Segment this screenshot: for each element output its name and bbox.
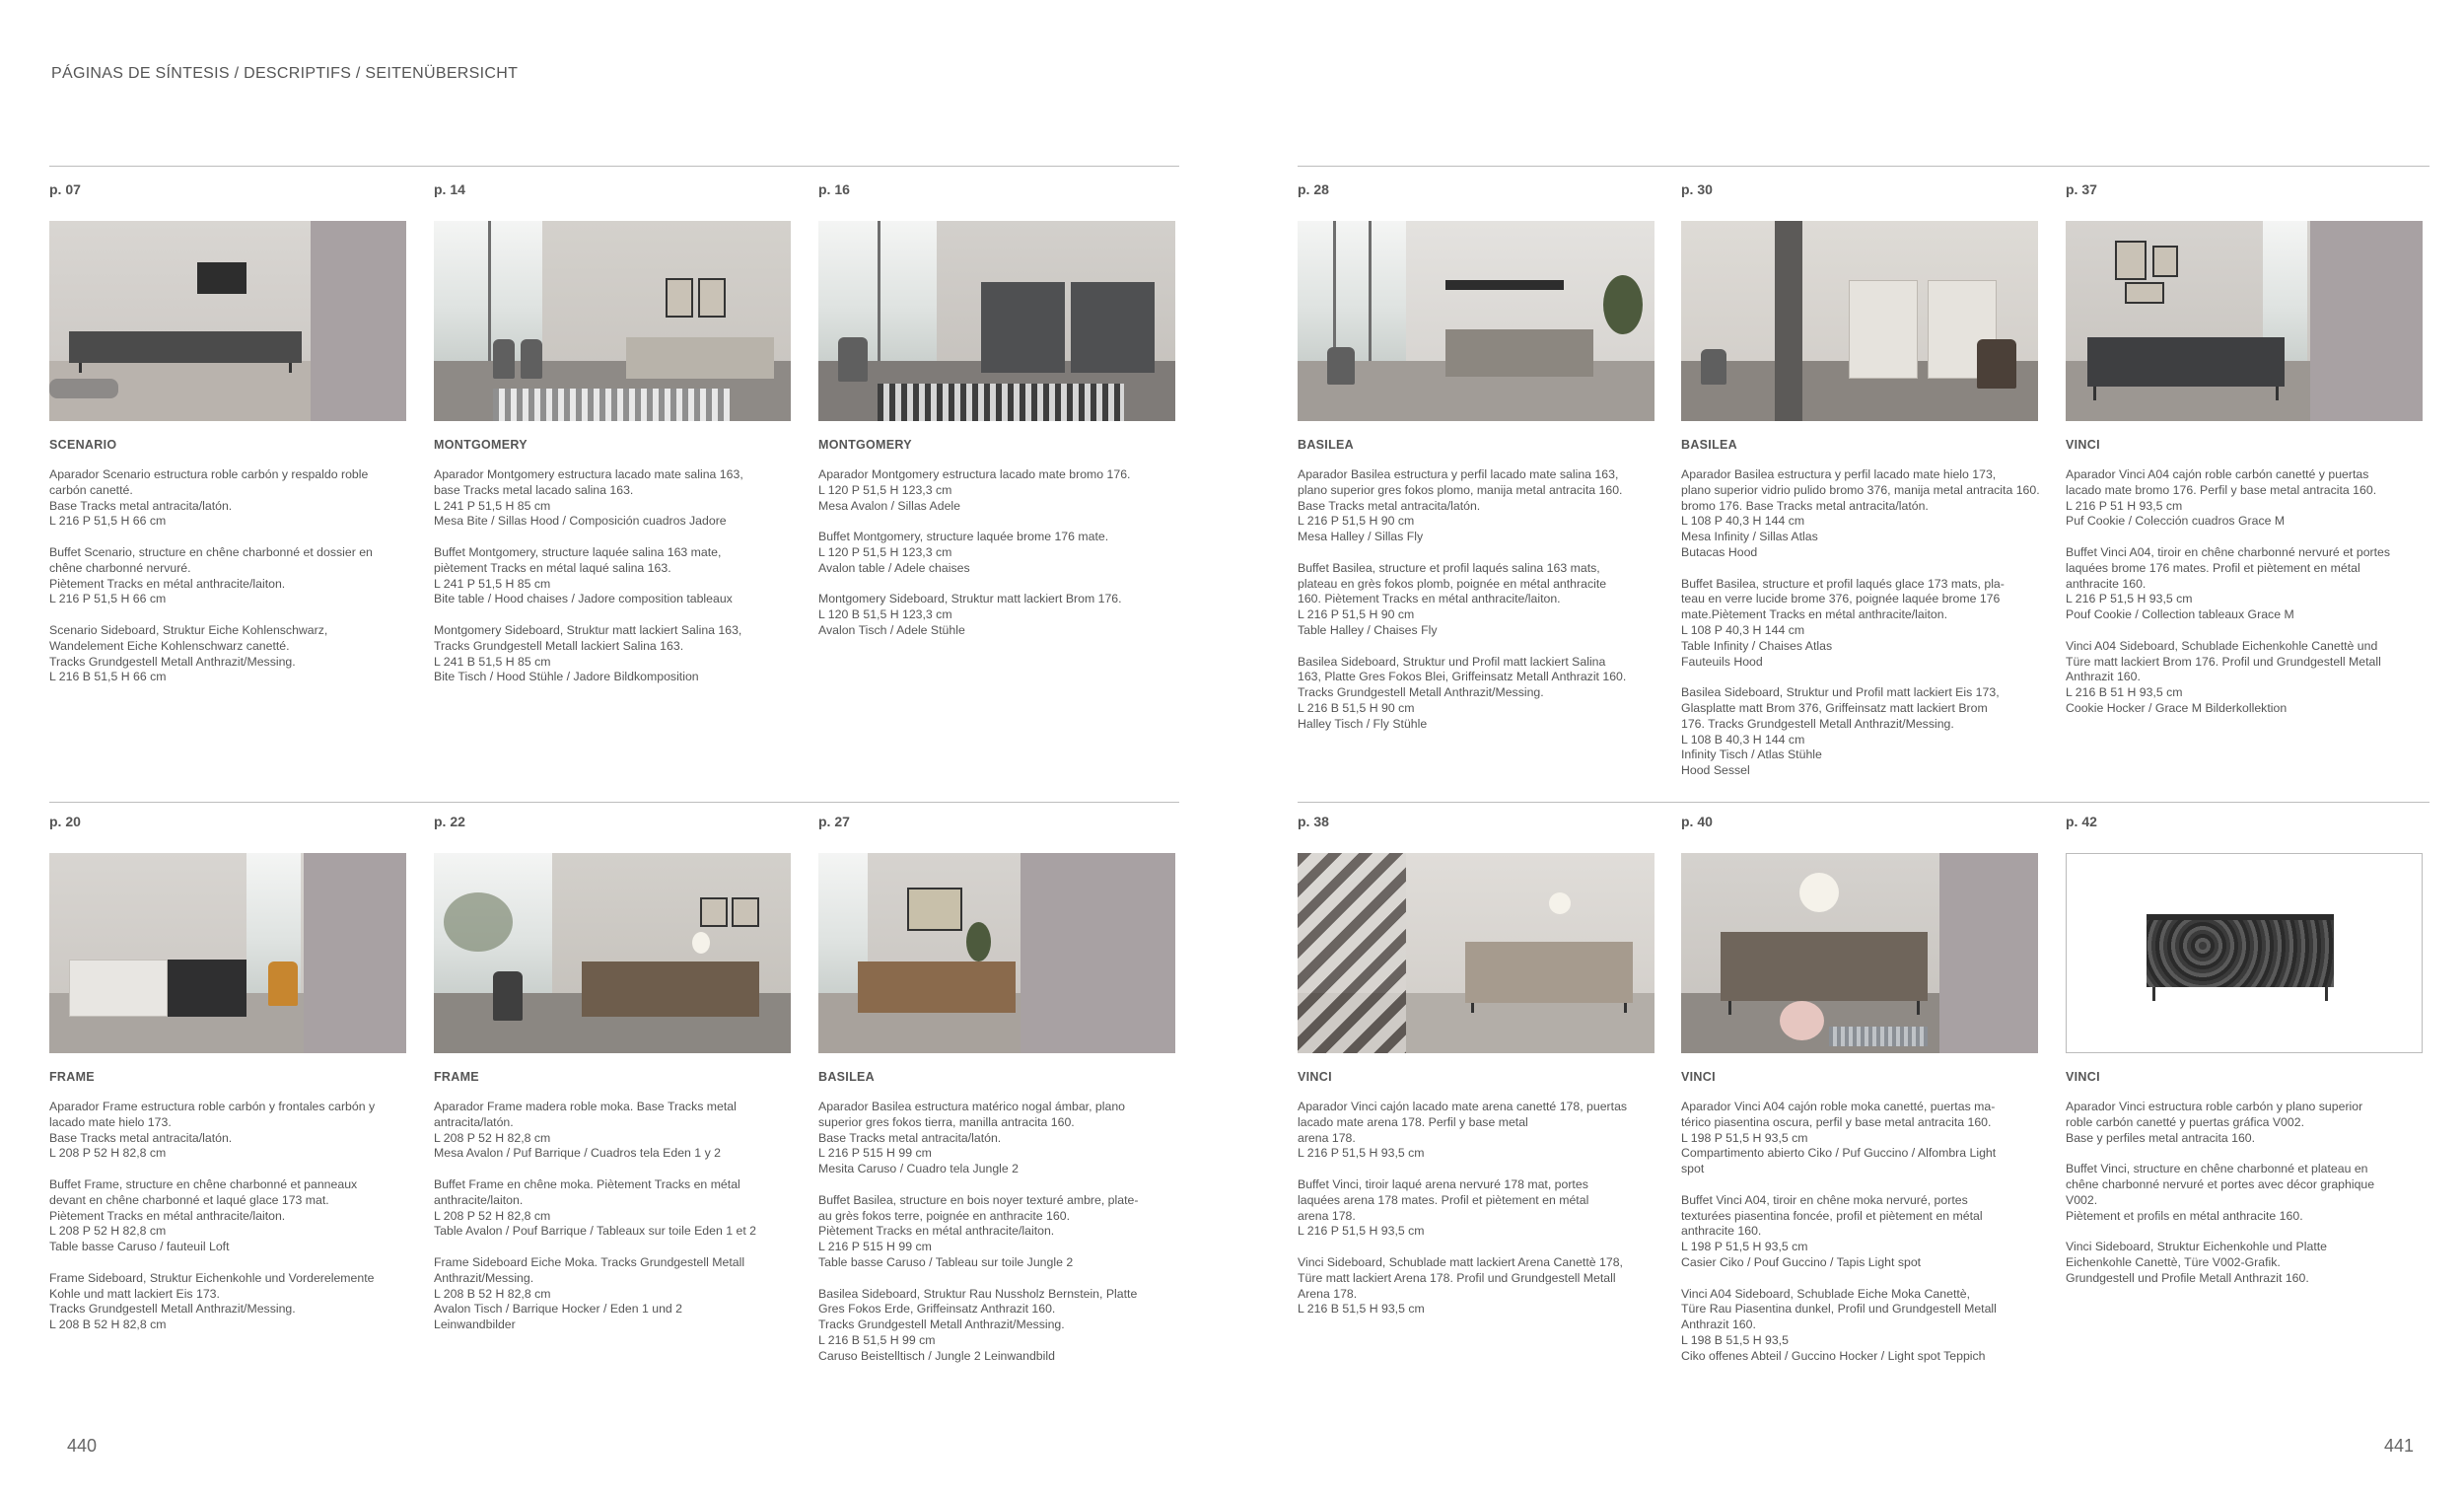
description-line: L 120 P 51,5 H 123,3 cm bbox=[818, 482, 952, 497]
description-line: Table basse Caruso / fauteuil Loft bbox=[49, 1240, 230, 1254]
description-paragraph bbox=[818, 467, 1183, 514]
divider-top-right bbox=[1298, 166, 2429, 167]
description-line: Aparador Vinci A04 cajón roble moka canetté, puertas ma- bbox=[1681, 1100, 1996, 1113]
description-line: devant en chêne charbonné et laqué glace 173 mat. bbox=[49, 1192, 329, 1207]
page-reference: p. 16 bbox=[818, 181, 850, 197]
description-line: Mesita Caruso / Cuadro tela Jungle 2 bbox=[818, 1162, 1020, 1176]
description-line: L 120 B 51,5 H 123,3 cm bbox=[818, 607, 952, 622]
description-paragraph bbox=[1298, 1177, 1662, 1240]
description-line: L 208 B 52 H 82,8 cm bbox=[49, 1317, 167, 1332]
description-line: Scenario Sideboard, Struktur Eiche Kohlenschwarz, bbox=[49, 622, 328, 637]
description-line: Glasplatte matt Brom 376, Griffeinsatz matt lackiert Brom bbox=[1681, 700, 1988, 715]
description-paragraph bbox=[2066, 639, 2430, 717]
model-name: VINCI bbox=[1298, 1070, 1332, 1084]
description-line: Türe Rau Piasentina dunkel, Profil und Grundgestell Metall bbox=[1681, 1302, 1997, 1317]
description-line: Pouf Cookie / Collection tableaux Grace M bbox=[2066, 607, 2294, 622]
description-line: antracita/latón. bbox=[434, 1114, 514, 1129]
description-paragraph bbox=[1298, 561, 1662, 639]
description-line: 163, Platte Gres Fokos Blei, Griffeinsatz Metall Anthrazit 160. bbox=[1298, 670, 1627, 684]
divider-top-left bbox=[49, 166, 1179, 167]
description-paragraph bbox=[1298, 1255, 1662, 1317]
description-line: Aparador Scenario estructura roble carbón y respaldo roble bbox=[49, 467, 369, 481]
description-line: arena 178. bbox=[1298, 1130, 1356, 1145]
product-description bbox=[49, 1100, 414, 1333]
model-name: FRAME bbox=[49, 1070, 95, 1084]
description-paragraph bbox=[2066, 1240, 2430, 1286]
description-line: L 108 P 40,3 H 144 cm bbox=[1681, 514, 1805, 529]
description-paragraph bbox=[434, 1255, 799, 1333]
description-line: Grundgestell und Profile Metall Anthrazit 160. bbox=[2066, 1270, 2309, 1285]
product-description bbox=[434, 467, 799, 685]
description-line: Base Tracks metal antracita/latón. bbox=[49, 1130, 233, 1145]
description-line: piètement Tracks en métal laqué salina 163. bbox=[434, 560, 671, 575]
description-line: Buffet Basilea, structure et profil laqués glace 173 mats, pla- bbox=[1681, 576, 2005, 591]
description-line: L 241 P 51,5 H 85 cm bbox=[434, 498, 551, 513]
description-line: Gres Fokos Erde, Griffeinsatz Anthrazit 160. bbox=[818, 1302, 1056, 1317]
description-line: anthracite 160. bbox=[2066, 576, 2147, 591]
divider-bottom-right bbox=[1298, 802, 2429, 803]
description-paragraph bbox=[1681, 467, 2046, 561]
description-line: chêne charbonné nervuré et portes avec décor graphique bbox=[2066, 1176, 2375, 1191]
model-name: VINCI bbox=[2066, 438, 2100, 452]
description-line: L 241 B 51,5 H 85 cm bbox=[434, 654, 551, 669]
description-line: L 208 B 52 H 82,8 cm bbox=[434, 1286, 551, 1301]
description-line: Montgomery Sideboard, Struktur matt lackiert Brom 176. bbox=[818, 592, 1122, 606]
description-line: lacado mate hielo 173. bbox=[49, 1114, 172, 1129]
description-paragraph bbox=[49, 623, 414, 685]
product-photo bbox=[818, 221, 1175, 421]
description-line: Puf Cookie / Colección cuadros Grace M bbox=[2066, 514, 2286, 529]
page-reference: p. 14 bbox=[434, 181, 465, 197]
description-paragraph bbox=[2066, 1100, 2430, 1146]
description-line: L 198 P 51,5 H 93,5 cm bbox=[1681, 1130, 1808, 1145]
page-reference: p. 20 bbox=[49, 814, 81, 829]
description-paragraph bbox=[1681, 1193, 2046, 1271]
description-line: Ciko offenes Abteil / Guccino Hocker / Light spot Teppich bbox=[1681, 1348, 1986, 1363]
page-reference: p. 28 bbox=[1298, 181, 1329, 197]
model-name: SCENARIO bbox=[49, 438, 117, 452]
model-name: FRAME bbox=[434, 1070, 479, 1084]
description-line: plano superior vidrio pulido bromo 376, manija metal antracita 160. bbox=[1681, 482, 2040, 497]
description-line: Frame Sideboard, Struktur Eichenkohle und Vorderelemente bbox=[49, 1270, 375, 1285]
description-line: plateau en grès fokos plomb, poignée en métal anthracite bbox=[1298, 576, 1607, 591]
description-line: Aparador Frame estructura roble carbón y frontales carbón y bbox=[49, 1100, 376, 1113]
description-line: L 216 P 51 H 93,5 cm bbox=[2066, 498, 2183, 513]
product-photo bbox=[2066, 221, 2423, 421]
description-line: Butacas Hood bbox=[1681, 544, 1758, 559]
description-line: Buffet Vinci, structure en chêne charbonné et plateau en bbox=[2066, 1162, 2368, 1176]
description-line: Table Infinity / Chaises Atlas bbox=[1681, 638, 1833, 653]
description-paragraph bbox=[49, 1271, 414, 1333]
product-description bbox=[818, 467, 1183, 639]
description-paragraph bbox=[818, 1100, 1183, 1177]
description-line: Table basse Caruso / Tableau sur toile Jungle 2 bbox=[818, 1254, 1074, 1269]
product-description bbox=[1298, 467, 1662, 733]
description-line: Aparador Basilea estructura matérico nogal ámbar, plano bbox=[818, 1100, 1126, 1113]
page-reference: p. 27 bbox=[818, 814, 850, 829]
description-line: Mesa Halley / Sillas Fly bbox=[1298, 530, 1424, 544]
description-line: L 216 P 515 H 99 cm bbox=[818, 1146, 932, 1161]
description-line: Bite Tisch / Hood Stühle / Jadore Bildkomposition bbox=[434, 670, 699, 684]
description-paragraph bbox=[1298, 655, 1662, 733]
product-description bbox=[1681, 467, 2046, 779]
description-line: V002. bbox=[2066, 1192, 2098, 1207]
description-line: Buffet Frame en chêne moka. Piètement Tracks en métal bbox=[434, 1176, 740, 1191]
product-photo bbox=[818, 853, 1175, 1053]
description-line: Anthrazit/Messing. bbox=[434, 1270, 534, 1285]
product-photo bbox=[1298, 221, 1654, 421]
description-paragraph bbox=[434, 1177, 799, 1240]
description-paragraph bbox=[434, 1100, 799, 1162]
description-line: Anthrazit 160. bbox=[2066, 670, 2141, 684]
page-header: PÁGINAS DE SÍNTESIS / DESCRIPTIFS / SEITENÜBERSICHT bbox=[51, 65, 519, 82]
product-description bbox=[818, 1100, 1183, 1365]
description-line: chêne charbonné nervuré. bbox=[49, 560, 191, 575]
description-line: Vinci Sideboard, Struktur Eichenkohle und Platte bbox=[2066, 1240, 2328, 1254]
description-line: Casier Ciko / Pouf Guccino / Tapis Light spot bbox=[1681, 1254, 1922, 1269]
description-line: laquées arena 178 mates. Profil et piètement en métal bbox=[1298, 1192, 1589, 1207]
description-line: Aparador Basilea estructura y perfil lacado mate salina 163, bbox=[1298, 467, 1619, 481]
description-line: L 208 P 52 H 82,8 cm bbox=[434, 1130, 551, 1145]
description-line: Base y perfiles metal antracita 160. bbox=[2066, 1130, 2256, 1145]
description-line: Compartimento abierto Ciko / Puf Guccino / Alfombra Light bbox=[1681, 1146, 1997, 1161]
description-line: Tracks Grundgestell Metall Anthrazit/Messing. bbox=[49, 1302, 296, 1317]
description-paragraph bbox=[434, 467, 799, 530]
description-line: Hood Sessel bbox=[1681, 763, 1750, 778]
description-paragraph bbox=[1681, 1287, 2046, 1365]
description-line: mate.Piètement Tracks en métal anthracite/laiton. bbox=[1681, 607, 1947, 622]
description-line: L 241 P 51,5 H 85 cm bbox=[434, 576, 551, 591]
product-photo bbox=[434, 853, 791, 1053]
model-name: VINCI bbox=[1681, 1070, 1716, 1084]
description-line: L 208 P 52 H 82,8 cm bbox=[49, 1146, 167, 1161]
description-line: Aparador Montgomery estructura lacado mate salina 163, bbox=[434, 467, 743, 481]
description-line: térico piasentina oscura, perfil y base metal antracita 160. bbox=[1681, 1114, 1992, 1129]
description-line: bromo 176. Base Tracks metal antracita/latón. bbox=[1681, 498, 1929, 513]
description-line: Avalon table / Adele chaises bbox=[818, 560, 970, 575]
product-description bbox=[2066, 467, 2430, 717]
description-line: Mesa Avalon / Sillas Adele bbox=[818, 498, 961, 513]
description-line: Buffet Vinci A04, tiroir en chêne moka nervuré, portes bbox=[1681, 1192, 1968, 1207]
product-photo bbox=[49, 853, 406, 1053]
description-line: Table Halley / Chaises Fly bbox=[1298, 622, 1438, 637]
description-line: arena 178. bbox=[1298, 1208, 1356, 1223]
description-line: Basilea Sideboard, Struktur und Profil matt lackiert Salina bbox=[1298, 654, 1606, 669]
description-line: Bite table / Hood chaises / Jadore composition tableaux bbox=[434, 592, 733, 606]
description-line: Avalon Tisch / Barrique Hocker / Eden 1 und 2 bbox=[434, 1302, 683, 1317]
description-line: Mesa Infinity / Sillas Atlas bbox=[1681, 530, 1818, 544]
model-name: BASILEA bbox=[1681, 438, 1737, 452]
product-description bbox=[2066, 1100, 2430, 1287]
description-paragraph bbox=[49, 545, 414, 607]
page-reference: p. 30 bbox=[1681, 181, 1713, 197]
page-number-right: 441 bbox=[2384, 1436, 2415, 1456]
description-line: Cookie Hocker / Grace M Bilderkollektion bbox=[2066, 700, 2288, 715]
description-line: Buffet Frame, structure en chêne charbonné et panneaux bbox=[49, 1176, 358, 1191]
description-line: L 216 P 51,5 H 90 cm bbox=[1298, 607, 1415, 622]
description-line: L 120 P 51,5 H 123,3 cm bbox=[818, 544, 952, 559]
description-line: L 216 P 51,5 H 66 cm bbox=[49, 514, 167, 529]
description-paragraph bbox=[818, 1193, 1183, 1271]
description-line: Buffet Scenario, structure en chêne charbonné et dossier en bbox=[49, 544, 373, 559]
divider-bottom-left bbox=[49, 802, 1179, 803]
description-line: Buffet Montgomery, structure laquée brome 176 mate. bbox=[818, 530, 1109, 544]
description-line: 176. Tracks Grundgestell Metall Anthrazit/Messing. bbox=[1681, 716, 1954, 731]
description-line: Infinity Tisch / Atlas Stühle bbox=[1681, 748, 1822, 762]
description-paragraph bbox=[818, 530, 1183, 576]
description-line: teau en verre lucide brome 376, poignée laquée brome 176 bbox=[1681, 592, 2001, 606]
model-name: BASILEA bbox=[818, 1070, 875, 1084]
description-line: L 216 B 51,5 H 99 cm bbox=[818, 1332, 936, 1347]
description-line: Aparador Vinci cajón lacado mate arena canetté 178, puertas bbox=[1298, 1100, 1628, 1113]
model-name: MONTGOMERY bbox=[818, 438, 912, 452]
description-line: L 216 P 51,5 H 93,5 cm bbox=[2066, 592, 2193, 606]
page-number-left: 440 bbox=[67, 1436, 98, 1456]
description-line: Wandelement Eiche Kohlenschwarz canetté. bbox=[49, 638, 290, 653]
description-line: Buffet Vinci A04, tiroir en chêne charbonné nervuré et portes bbox=[2066, 544, 2391, 559]
description-line: Mesa Bite / Sillas Hood / Composición cuadros Jadore bbox=[434, 514, 727, 529]
description-line: Eichenkohle Canettè, Türe V002-Grafik. bbox=[2066, 1254, 2281, 1269]
description-line: Tracks Grundgestell Metall Anthrazit/Messing. bbox=[818, 1317, 1065, 1332]
page-reference: p. 42 bbox=[2066, 814, 2097, 829]
description-paragraph bbox=[49, 467, 414, 530]
description-line: L 216 B 51,5 H 66 cm bbox=[49, 670, 167, 684]
product-photo bbox=[434, 221, 791, 421]
description-line: lacado mate bromo 176. Perfil y base metal antracita 160. bbox=[2066, 482, 2377, 497]
description-line: carbón canetté. bbox=[49, 482, 133, 497]
description-line: Avalon Tisch / Adele Stühle bbox=[818, 622, 965, 637]
model-name: VINCI bbox=[2066, 1070, 2100, 1084]
description-line: lacado mate arena 178. Perfil y base metal bbox=[1298, 1114, 1528, 1129]
description-line: Türe matt lackiert Brom 176. Profil und Grundgestell Metall bbox=[2066, 654, 2381, 669]
description-paragraph bbox=[49, 1100, 414, 1162]
description-paragraph bbox=[434, 623, 799, 685]
page-reference: p. 38 bbox=[1298, 814, 1329, 829]
description-line: Kohle und matt lackiert Eis 173. bbox=[49, 1286, 220, 1301]
product-photo bbox=[1681, 853, 2038, 1053]
product-description bbox=[1681, 1100, 2046, 1365]
page-reference: p. 07 bbox=[49, 181, 81, 197]
description-line: L 216 P 51,5 H 90 cm bbox=[1298, 514, 1415, 529]
description-line: Basilea Sideboard, Struktur Rau Nussholz Bernstein, Platte bbox=[818, 1286, 1138, 1301]
description-line: Tracks Grundgestell Metall lackiert Salina 163. bbox=[434, 638, 684, 653]
description-line: Türe matt lackiert Arena 178. Profil und Grundgestell Metall bbox=[1298, 1270, 1616, 1285]
description-line: L 216 B 51,5 H 93,5 cm bbox=[1298, 1302, 1425, 1317]
description-line: L 216 B 51,5 H 90 cm bbox=[1298, 700, 1415, 715]
description-line: L 216 P 51,5 H 93,5 cm bbox=[1298, 1224, 1425, 1239]
description-line: laquées brome 176 mates. Profil et piètement en métal bbox=[2066, 560, 2360, 575]
description-line: Aparador Basilea estructura y perfil lacado mate hielo 173, bbox=[1681, 467, 1997, 481]
description-paragraph bbox=[818, 592, 1183, 638]
description-paragraph bbox=[2066, 545, 2430, 623]
description-paragraph bbox=[434, 545, 799, 607]
description-line: texturées piasentina foncée, profil et piètement en métal bbox=[1681, 1208, 1983, 1223]
description-line: L 216 P 51,5 H 66 cm bbox=[49, 592, 167, 606]
page-reference: p. 37 bbox=[2066, 181, 2097, 197]
description-line: Vinci A04 Sideboard, Schublade Eichenkohle Canettè und bbox=[2066, 638, 2378, 653]
description-line: Piètement Tracks en métal anthracite/laiton. bbox=[818, 1224, 1055, 1239]
description-line: Vinci Sideboard, Schublade matt lackiert Arena Canettè 178, bbox=[1298, 1254, 1623, 1269]
description-line: 160. Piètement Tracks en métal anthracite/laiton. bbox=[1298, 592, 1561, 606]
description-line: Table Avalon / Pouf Barrique / Tableaux sur toile Eden 1 et 2 bbox=[434, 1224, 756, 1239]
product-photo bbox=[1681, 221, 2038, 421]
description-line: Anthrazit 160. bbox=[1681, 1317, 1756, 1332]
description-paragraph bbox=[818, 1287, 1183, 1365]
description-line: L 216 B 51 H 93,5 cm bbox=[2066, 685, 2183, 700]
description-paragraph bbox=[1681, 1100, 2046, 1177]
description-line: L 208 P 52 H 82,8 cm bbox=[434, 1208, 551, 1223]
description-line: Buffet Basilea, structure en bois noyer texturé ambre, plate- bbox=[818, 1192, 1139, 1207]
description-paragraph bbox=[2066, 467, 2430, 530]
description-line: Caruso Beistelltisch / Jungle 2 Leinwandbild bbox=[818, 1348, 1055, 1363]
description-line: Tracks Grundgestell Metall Anthrazit/Messing. bbox=[49, 654, 296, 669]
description-line: plano superior gres fokos plomo, manija metal antracita 160. bbox=[1298, 482, 1623, 497]
description-line: L 216 P 51,5 H 93,5 cm bbox=[1298, 1146, 1425, 1161]
description-line: Buffet Vinci, tiroir laqué arena nervuré 178 mat, portes bbox=[1298, 1176, 1588, 1191]
description-line: L 108 P 40,3 H 144 cm bbox=[1681, 622, 1805, 637]
description-line: anthracite 160. bbox=[1681, 1224, 1762, 1239]
product-description bbox=[49, 467, 414, 685]
description-line: Vinci A04 Sideboard, Schublade Eiche Moka Canettè, bbox=[1681, 1286, 1971, 1301]
description-paragraph bbox=[1298, 1100, 1662, 1162]
description-line: au grès fokos terre, poignée en anthracite 160. bbox=[818, 1208, 1070, 1223]
description-line: Buffet Montgomery, structure laquée salina 163 mate, bbox=[434, 544, 722, 559]
product-description bbox=[1298, 1100, 1662, 1317]
description-line: Piètement Tracks en métal anthracite/laiton. bbox=[49, 1208, 286, 1223]
description-line: Fauteuils Hood bbox=[1681, 654, 1763, 669]
description-line: L 216 P 515 H 99 cm bbox=[818, 1240, 932, 1254]
page-reference: p. 40 bbox=[1681, 814, 1713, 829]
product-description bbox=[434, 1100, 799, 1333]
description-line: Piètement Tracks en métal anthracite/laiton. bbox=[49, 576, 286, 591]
description-paragraph bbox=[1681, 577, 2046, 671]
description-line: Frame Sideboard Eiche Moka. Tracks Grundgestell Metall bbox=[434, 1254, 745, 1269]
product-photo bbox=[2066, 853, 2423, 1053]
description-line: Mesa Avalon / Puf Barrique / Cuadros tela Eden 1 y 2 bbox=[434, 1146, 721, 1161]
model-name: BASILEA bbox=[1298, 438, 1354, 452]
description-paragraph bbox=[49, 1177, 414, 1255]
product-photo bbox=[1298, 853, 1654, 1053]
description-line: Tracks Grundgestell Metall Anthrazit/Messing. bbox=[1298, 685, 1544, 700]
description-line: Aparador Frame madera roble moka. Base Tracks metal bbox=[434, 1100, 737, 1113]
description-line: Buffet Basilea, structure et profil laqués salina 163 mats, bbox=[1298, 560, 1600, 575]
description-line: Arena 178. bbox=[1298, 1286, 1358, 1301]
product-photo bbox=[49, 221, 406, 421]
description-line: L 198 B 51,5 H 93,5 bbox=[1681, 1332, 1789, 1347]
description-line: Basilea Sideboard, Struktur und Profil matt lackiert Eis 173, bbox=[1681, 685, 2000, 700]
description-paragraph bbox=[1298, 467, 1662, 545]
description-line: Halley Tisch / Fly Stühle bbox=[1298, 716, 1428, 731]
description-line: spot bbox=[1681, 1162, 1705, 1176]
description-paragraph bbox=[2066, 1162, 2430, 1224]
description-line: Leinwandbilder bbox=[434, 1317, 516, 1332]
description-line: L 198 P 51,5 H 93,5 cm bbox=[1681, 1240, 1808, 1254]
description-line: Base Tracks metal antracita/latón. bbox=[818, 1130, 1002, 1145]
description-line: Montgomery Sideboard, Struktur matt lackiert Salina 163, bbox=[434, 622, 742, 637]
model-name: MONTGOMERY bbox=[434, 438, 528, 452]
page-reference: p. 22 bbox=[434, 814, 465, 829]
description-line: roble carbón canetté y puertas gráfica V002. bbox=[2066, 1114, 2304, 1129]
description-line: L 208 P 52 H 82,8 cm bbox=[49, 1224, 167, 1239]
description-line: Aparador Vinci A04 cajón roble carbón canetté y puertas bbox=[2066, 467, 2369, 481]
description-line: L 108 B 40,3 H 144 cm bbox=[1681, 732, 1805, 747]
description-line: Aparador Vinci estructura roble carbón y plano superior bbox=[2066, 1100, 2363, 1113]
description-line: anthracite/laiton. bbox=[434, 1192, 524, 1207]
description-line: superior gres fokos tierra, manilla antracita 160. bbox=[818, 1114, 1075, 1129]
description-line: Base Tracks metal antracita/latón. bbox=[1298, 498, 1481, 513]
description-line: Piètement et profils en métal anthracite 160. bbox=[2066, 1208, 2303, 1223]
description-paragraph bbox=[1681, 685, 2046, 779]
description-line: base Tracks metal lacado salina 163. bbox=[434, 482, 634, 497]
description-line: Aparador Montgomery estructura lacado mate bromo 176. bbox=[818, 467, 1131, 481]
description-line: Base Tracks metal antracita/latón. bbox=[49, 498, 233, 513]
